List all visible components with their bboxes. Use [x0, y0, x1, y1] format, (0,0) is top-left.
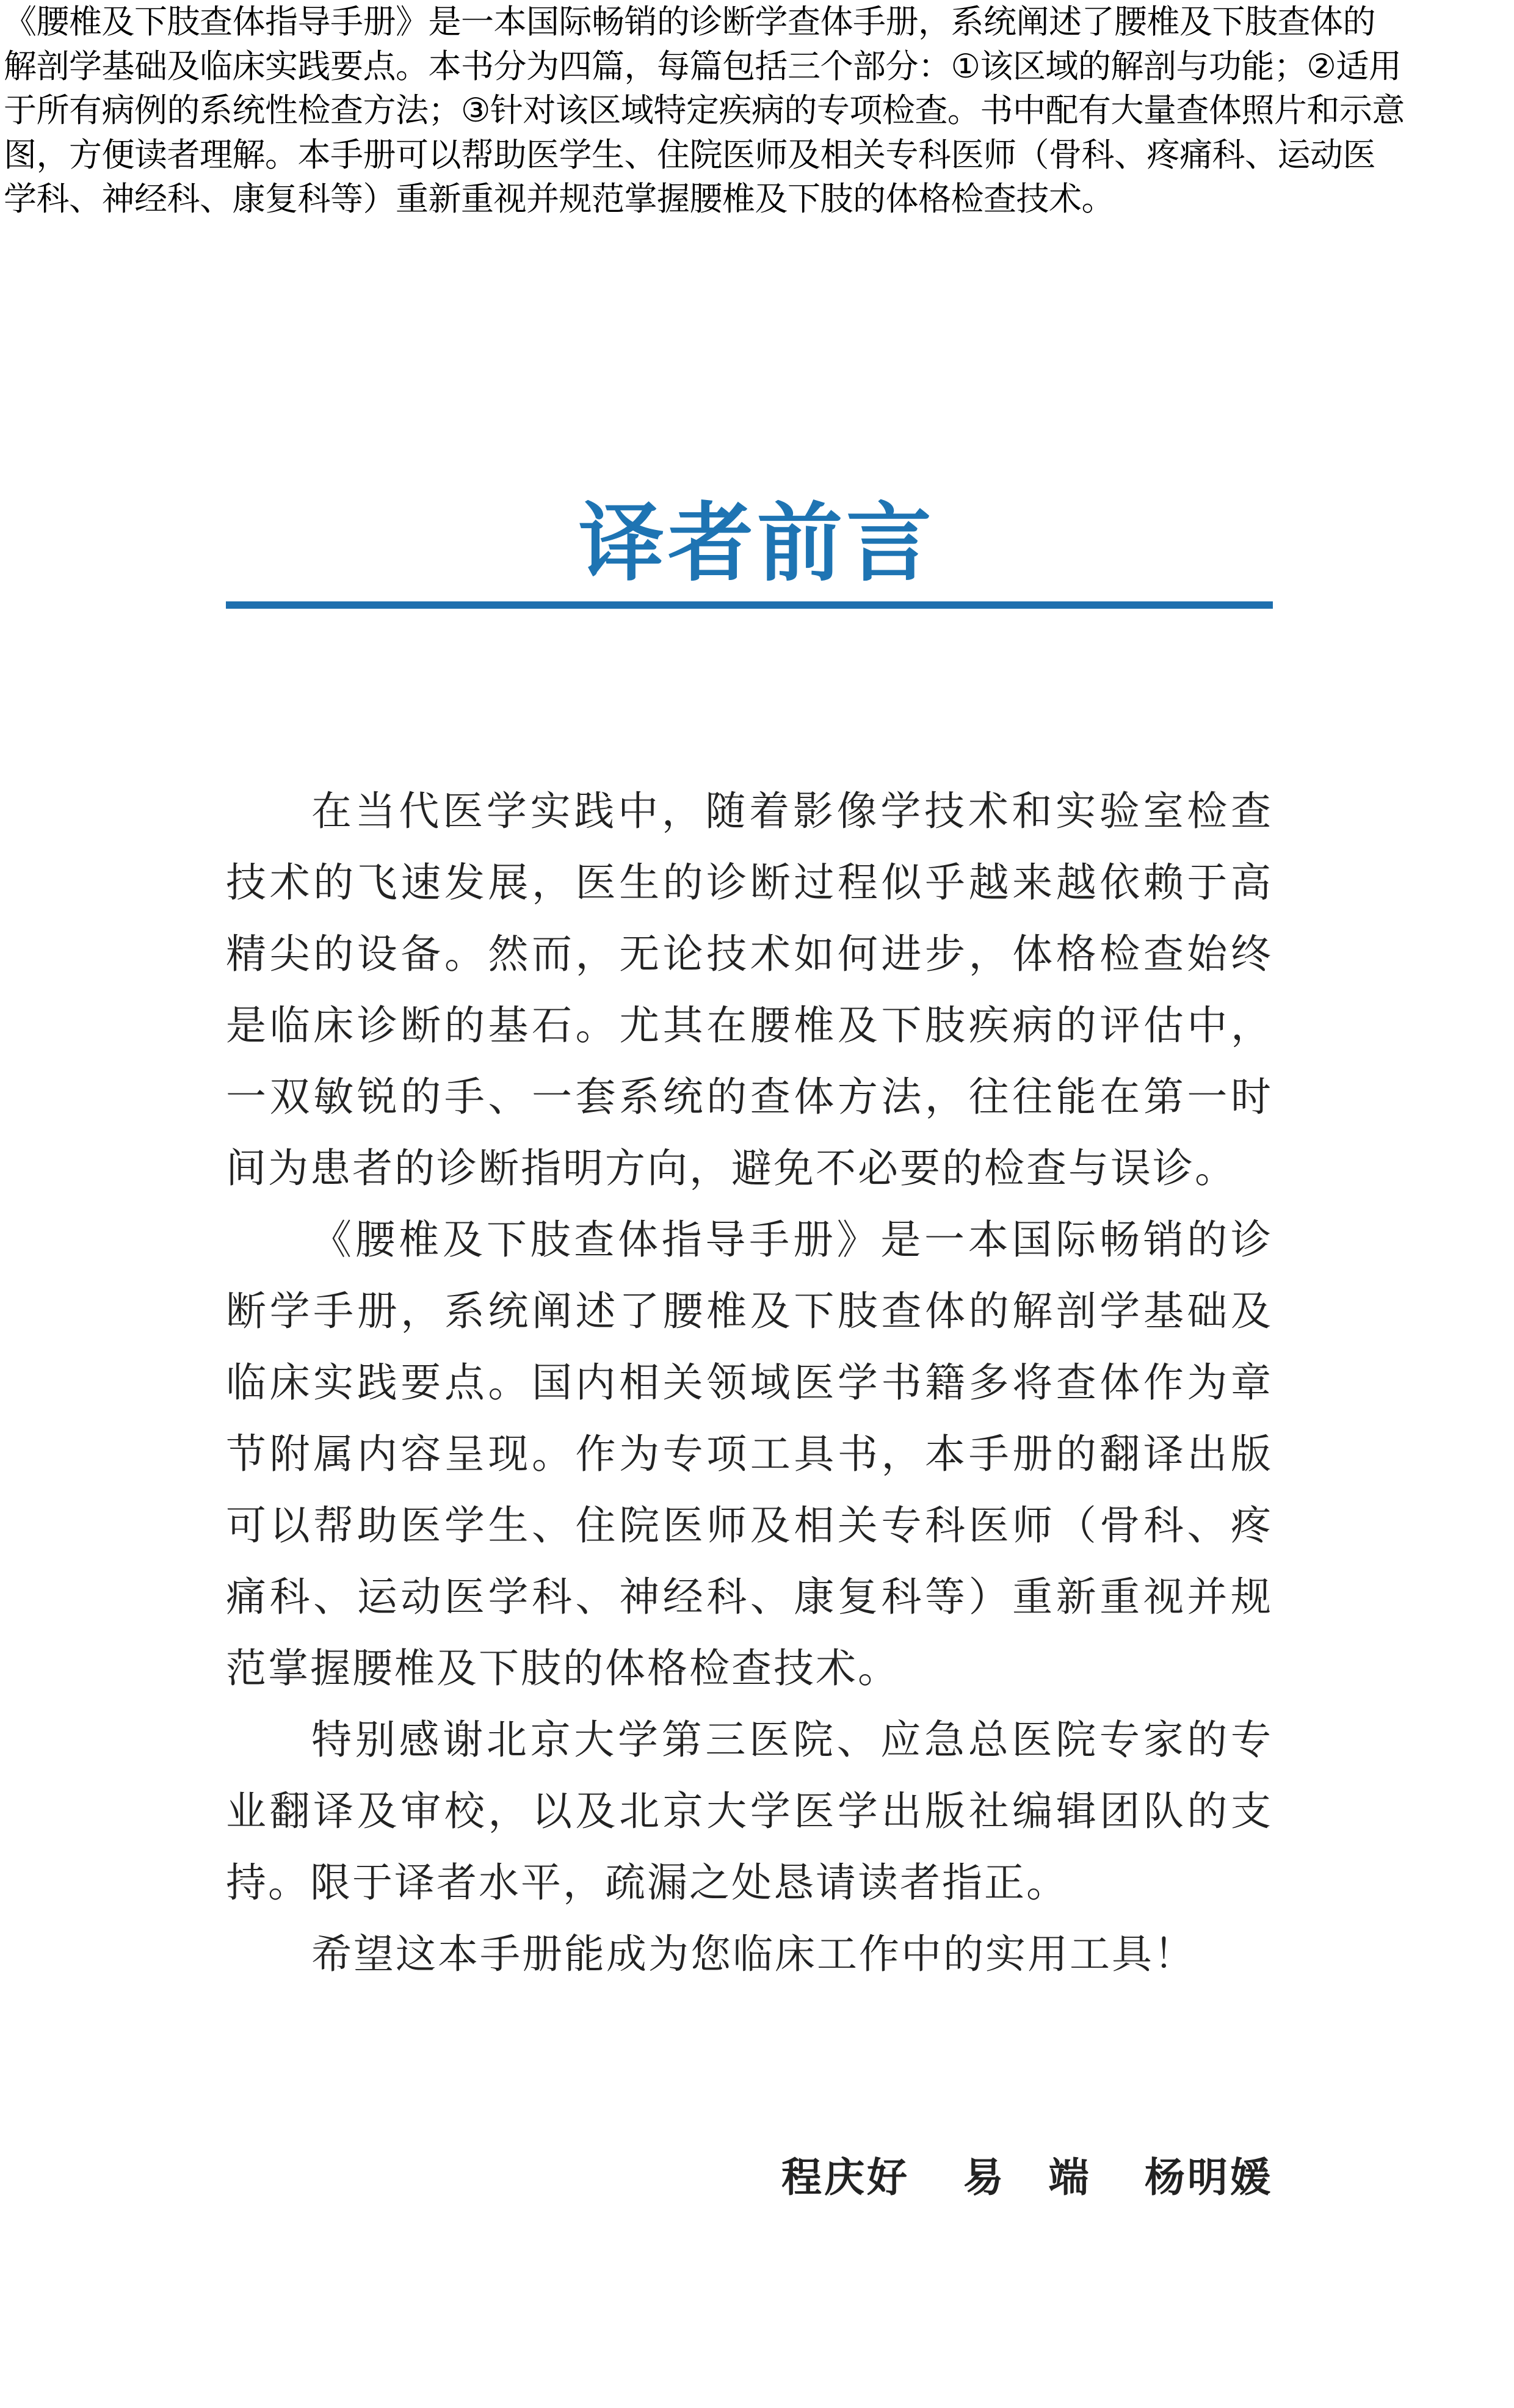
preface-body — [226, 775, 1273, 1990]
preface-paragraph-3: 特别感谢北京大学第三医院、应急总医院专家的专业翻译及审校，以及北京大学医学出版社编辑团队的支持。限于译者水平，疏漏之处恳请读者指正。 — [226, 1716, 1273, 1906]
preface-paragraph-4: 希望这本手册能成为您临床工作中的实用工具！ — [311, 1931, 1196, 1978]
translator-name-1: 程庆好 — [781, 2153, 910, 2201]
preface-paragraph-2: 《腰椎及下肢查体指导手册》是一本国际畅销的诊断学手册，系统阐述了腰椎及下肢查体的解剖学基础及临床实践要点。国内相关领域医学书籍多将查体作为章节附属内容呈现。作为专项工具书，本手册的翻译出版可以帮助医学生、住院医师及相关专科医师（骨科、疼痛科、运动医学科、神经科、康复科等）重新重视并规范掌握腰椎及下肢的体格检查技术。 — [226, 1216, 1273, 1692]
translator-signature — [781, 2137, 1273, 2210]
translator-name-2: 易 端 — [963, 2153, 1092, 2201]
translator-name-3: 杨明媛 — [1145, 2153, 1273, 2201]
preface-paragraph-1: 在当代医学实践中，随着影像学技术和实验室检查技术的飞速发展，医生的诊断过程似乎越来越依赖于高精尖的设备。然而，无论技术如何进步，体格检查始终是临床诊断的基石。尤其在腰椎及下肢疾病的评估中，一双敏锐的手、一套系统的查体方法，往往能在第一时间为患者的诊断指明方向，避免不必要的检查与误诊。 — [226, 788, 1273, 1192]
preface-title: 译者前言 — [578, 493, 935, 593]
book-summary-text: 《腰椎及下肢查体指导手册》是一本国际畅销的诊断学查体手册，系统阐述了腰椎及下肢查体的解剖学基础及临床实践要点。本书分为四篇，每篇包括三个部分：①该区域的解剖与功能；②适用于所有病例的系统性检查方法；③针对该区域特定疾病的专项检查。书中配有大量查体照片和示意图，方便读者理解。本手册可以帮助医学生、住院医师及相关专科医师（骨科、疼痛科、运动医学科、神经科、康复科等）重新重视并规范掌握腰椎及下肢的体格检查技术。 — [4, 2, 1405, 218]
title-underline — [226, 601, 1273, 609]
